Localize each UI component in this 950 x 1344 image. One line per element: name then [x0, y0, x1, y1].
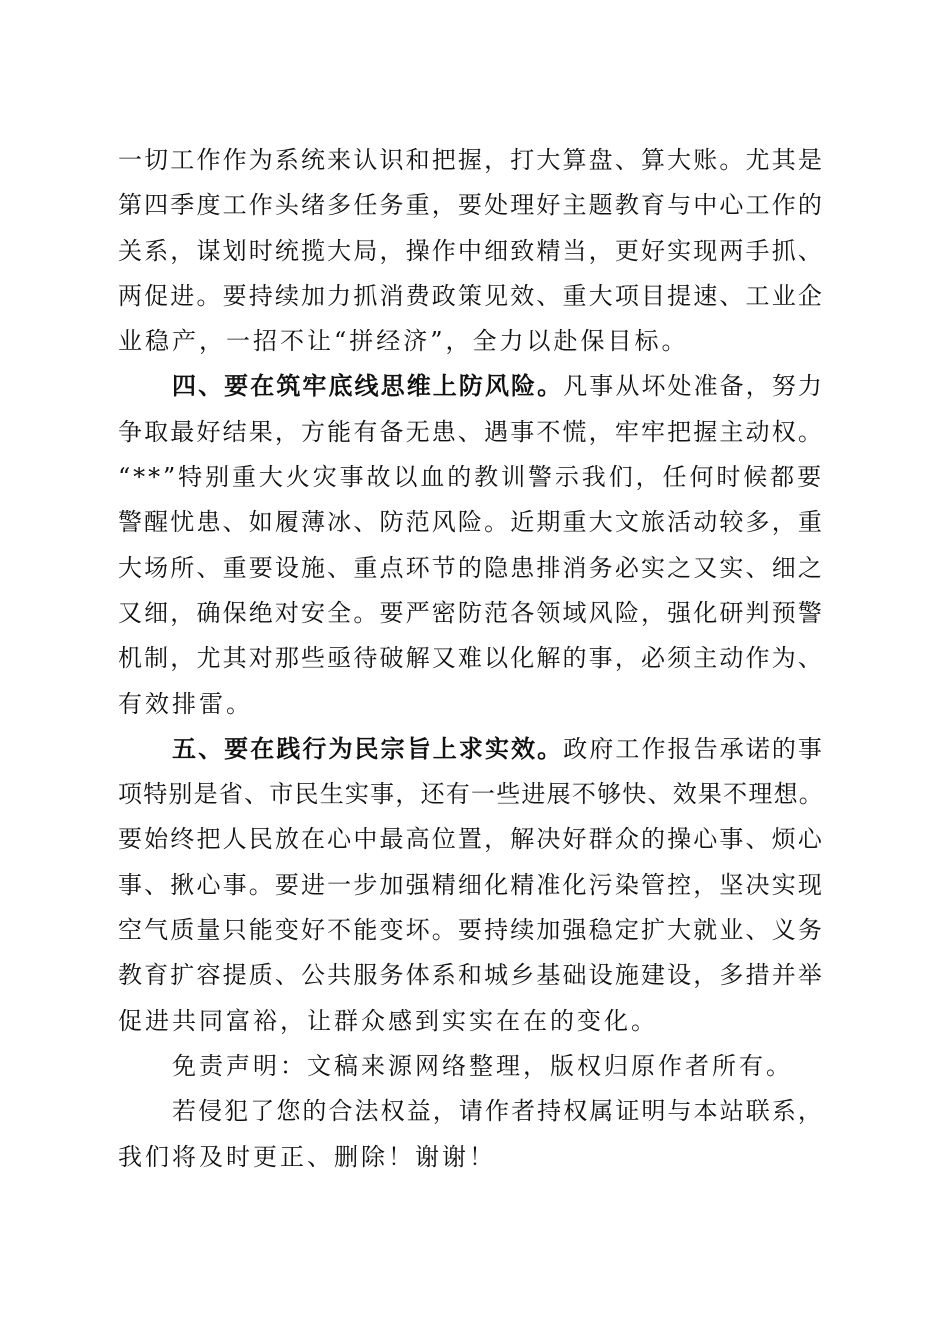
- line-text: 项特别是省、市民生实事，还有一些进展不够快、效果不理想。: [118, 780, 824, 809]
- line-text: 机制，尤其对那些亟待破解又难以化解的事，必须主动作为、: [118, 644, 824, 673]
- text-line: [118, 364, 824, 409]
- line-text: 大场所、重要设施、重点环节的隐患排消务必实之又实、细之: [118, 553, 824, 582]
- text-line: [118, 319, 824, 364]
- text-line: [118, 1135, 824, 1180]
- line-text: 有效排雷。: [118, 689, 253, 718]
- text-line: [118, 229, 824, 274]
- line-text: 警醒忧患、如履薄冰、防范风险。近期重大文旅活动较多，重: [118, 508, 824, 537]
- line-text: 关系，谋划时统揽大局，操作中细致精当，更好实现两手抓、: [118, 236, 824, 265]
- text-line: [118, 727, 824, 772]
- paragraph: [118, 138, 824, 364]
- paragraph: [118, 727, 824, 1044]
- line-text: 要始终把人民放在心中最高位置，解决好群众的操心事、烦心: [118, 825, 824, 854]
- document-body: [118, 138, 824, 1180]
- text-line: [118, 953, 824, 998]
- line-text: 免责声明：文稿来源网络整理，版权归原作者所有。: [172, 1051, 793, 1080]
- text-line: [118, 500, 824, 545]
- line-text: 政府工作报告承诺的事: [563, 734, 825, 763]
- text-line: [118, 636, 824, 681]
- line-text: 若侵犯了您的合法权益，请作者持权属证明与本站联系，: [172, 1097, 824, 1126]
- line-text: 第四季度工作头绪多任务重，要处理好主题教育与中心工作的: [118, 191, 824, 220]
- line-text: 又细，确保绝对安全。要严密防范各领域风险，强化研判预警: [118, 598, 824, 627]
- line-text: 凡事从坏处准备，努力: [563, 372, 825, 401]
- text-line: [118, 138, 824, 183]
- line-text: 两促进。要持续加力抓消费政策见效、重大项目提速、工业企: [118, 281, 824, 310]
- text-line: [118, 863, 824, 908]
- line-text: “**”特别重大火灾事故以血的教训警示我们，任何时候都要: [118, 463, 824, 492]
- text-line: [118, 1089, 824, 1134]
- paragraph: [118, 1089, 824, 1180]
- line-text: 促进共同富裕，让群众感到实实在在的变化。: [118, 1006, 658, 1035]
- line-text: 事、揪心事。要进一步加强精细化精准化污染管控，坚决实现: [118, 870, 824, 899]
- text-line: [118, 591, 824, 636]
- text-line: [118, 772, 824, 817]
- line-text: 业稳产，一招不让“拼经济”，全力以赴保目标。: [118, 327, 689, 356]
- section-heading: 四、要在筑牢底线思维上防风险。: [172, 372, 564, 401]
- text-line: [118, 546, 824, 591]
- text-line: [118, 908, 824, 953]
- section-heading: 五、要在践行为民宗旨上求实效。: [172, 734, 564, 763]
- text-line: [118, 410, 824, 455]
- paragraph: [118, 364, 824, 726]
- paragraph: [118, 1044, 824, 1089]
- line-text: 教育扩容提质、公共服务体系和城乡基础设施建设，多措并举: [118, 961, 824, 990]
- line-text: 空气质量只能变好不能变坏。要持续加强稳定扩大就业、义务: [118, 916, 824, 945]
- text-line: [118, 274, 824, 319]
- text-line: [118, 183, 824, 228]
- text-line: [118, 999, 824, 1044]
- line-text: 一切工作作为系统来认识和把握，打大算盘、算大账。尤其是: [118, 146, 824, 174]
- line-text: 争取最好结果，方能有备无患、遇事不慌，牢牢把握主动权。: [118, 417, 824, 446]
- text-line: [118, 455, 824, 500]
- text-line: [118, 682, 824, 727]
- text-line: [118, 1044, 824, 1089]
- text-line: [118, 817, 824, 862]
- line-text: 我们将及时更正、删除！谢谢！: [118, 1142, 496, 1171]
